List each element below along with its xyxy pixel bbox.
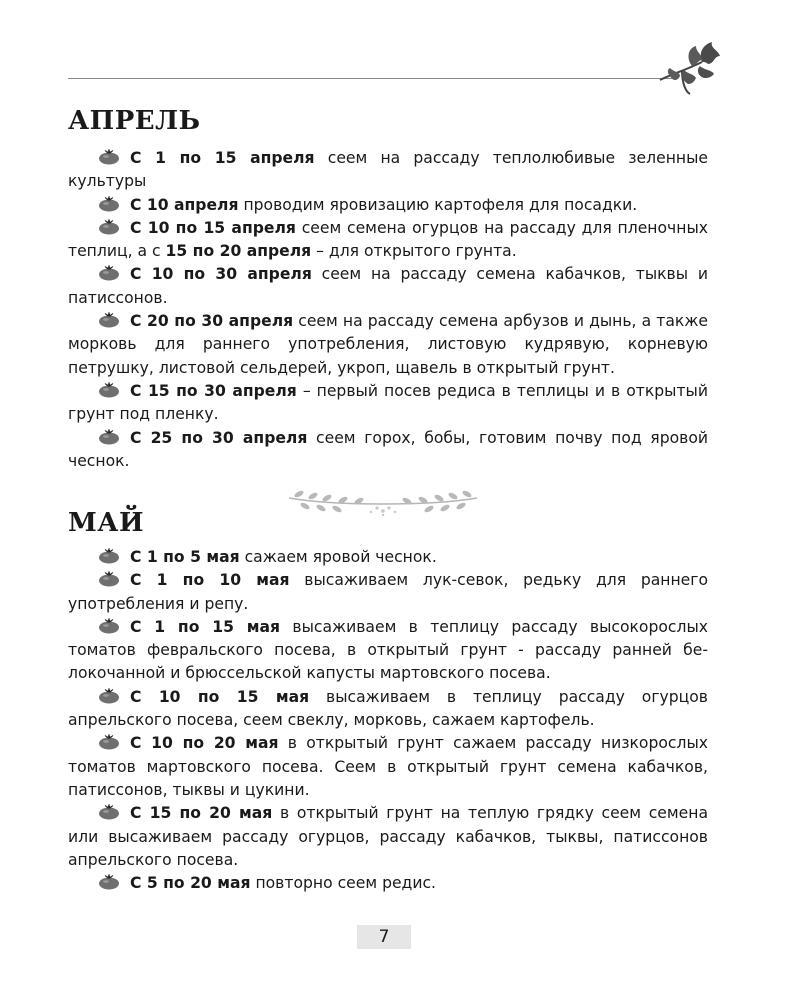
schedule-entry <box>68 380 708 427</box>
date-range: С 20 по 30 апреля <box>130 312 294 331</box>
tomato-icon <box>98 571 120 587</box>
tomato-icon <box>98 688 120 704</box>
tomato-icon <box>98 265 120 281</box>
entry-text: высаживаем лук-севок, редьку для раннего употребления и репу. <box>68 571 708 613</box>
tomato-icon <box>98 382 120 398</box>
date-range: С 15 по 20 мая <box>130 804 273 823</box>
entry-text: – для открытого грунта. <box>311 242 517 261</box>
schedule-entry <box>68 872 708 895</box>
entry-text: сеем на рассаду теплолюбивые зеленные культуры <box>68 149 708 191</box>
schedule-entry <box>68 569 708 616</box>
tomato-icon <box>98 874 120 890</box>
schedule-entry <box>68 546 708 569</box>
entry-text: сеем семена огурцов на рассаду для пленочных теплиц, а с <box>68 218 708 261</box>
schedule-entry <box>68 310 708 380</box>
entry-text: – первый посев редиса в теплицы и в открытый грунт под пленку. <box>68 381 708 424</box>
top-rule <box>68 78 678 79</box>
tomato-icon <box>98 196 120 212</box>
date-range: С 10 апреля <box>130 195 239 214</box>
date-range: С 1 по 15 мая <box>130 617 281 636</box>
entry-text: проводим яровизацию картофеля для посадки. <box>238 195 638 214</box>
date-range: С 25 по 30 апреля <box>130 428 308 447</box>
schedule-entry <box>68 217 708 264</box>
april-heading: АПРЕЛЬ <box>68 106 201 136</box>
entry-text: высаживаем в теплицу рассаду высокорослых томатов февральского посева, в открытый грунт - рассаду ранней белокочанной и брюссельской капусты мартовского посева. <box>68 617 708 683</box>
tomato-icon <box>98 219 120 235</box>
entry-text: в открытый грунт на теплую грядку сеем семена или высаживаем рассаду огурцов, рассаду кабачков, тыквы, патиссонов апрельского посева. <box>68 804 708 869</box>
date-range: С 5 по 20 мая <box>130 874 251 893</box>
schedule-entry <box>68 732 708 802</box>
date-range: С 10 по 30 апреля <box>130 265 312 284</box>
date-range: С 15 по 30 апреля <box>130 381 297 400</box>
tomato-icon <box>98 734 120 750</box>
entry-text: в открытый грунт сажаем рассаду низкорослых томатов мартовского посева. Сеем в открытый грунт семена кабачков, патиссонов, тыквы и цукини. <box>68 734 708 799</box>
date-range: 15 по 20 апреля <box>165 242 312 261</box>
schedule-entry <box>68 194 708 217</box>
date-range: С 1 по 5 мая <box>130 548 240 566</box>
april-entries <box>68 147 708 473</box>
entry-text: сеем на рассаду семена кабачков, тыквы и патиссонов. <box>68 265 708 307</box>
schedule-entry <box>68 427 708 474</box>
tomato-icon <box>98 429 120 445</box>
parsley-leaf-icon <box>652 40 724 96</box>
floral-divider <box>285 484 481 518</box>
schedule-entry <box>68 616 708 686</box>
page-number: 7 <box>357 925 411 949</box>
entry-text: сеем на рассаду семена арбузов и дынь, а также морковь для раннего употребления, листовую кудрявую, корневую петрушку, листовой сельдерей, укроп, щавель в открытый грунт. <box>68 312 708 377</box>
tomato-icon <box>98 548 120 564</box>
entry-text: повторно сеем редис. <box>250 874 437 893</box>
entry-text: высаживаем в теплицу рассаду огурцов апрельского посева, сеем свеклу, морковь, сажаем картофель. <box>68 687 708 730</box>
schedule-entry <box>68 147 708 194</box>
schedule-entry <box>68 802 708 872</box>
may-heading: МАЙ <box>68 508 145 538</box>
entry-text: сеем горох, бобы, готовим почву под яровой чеснок. <box>68 428 708 470</box>
tomato-icon <box>98 312 120 328</box>
tomato-icon <box>98 149 120 165</box>
date-range: С 1 по 15 апреля <box>130 149 315 167</box>
schedule-entry <box>68 686 708 733</box>
date-range: С 1 по 10 мая <box>130 571 290 590</box>
date-range: С 10 по 15 апреля <box>130 218 296 237</box>
tomato-icon <box>98 804 120 820</box>
date-range: С 10 по 15 мая <box>130 687 310 706</box>
date-range: С 10 по 20 мая <box>130 734 279 753</box>
entry-text: сажаем яровой чеснок. <box>239 548 437 566</box>
may-entries <box>68 546 708 895</box>
schedule-entry <box>68 263 708 310</box>
tomato-icon <box>98 618 120 634</box>
